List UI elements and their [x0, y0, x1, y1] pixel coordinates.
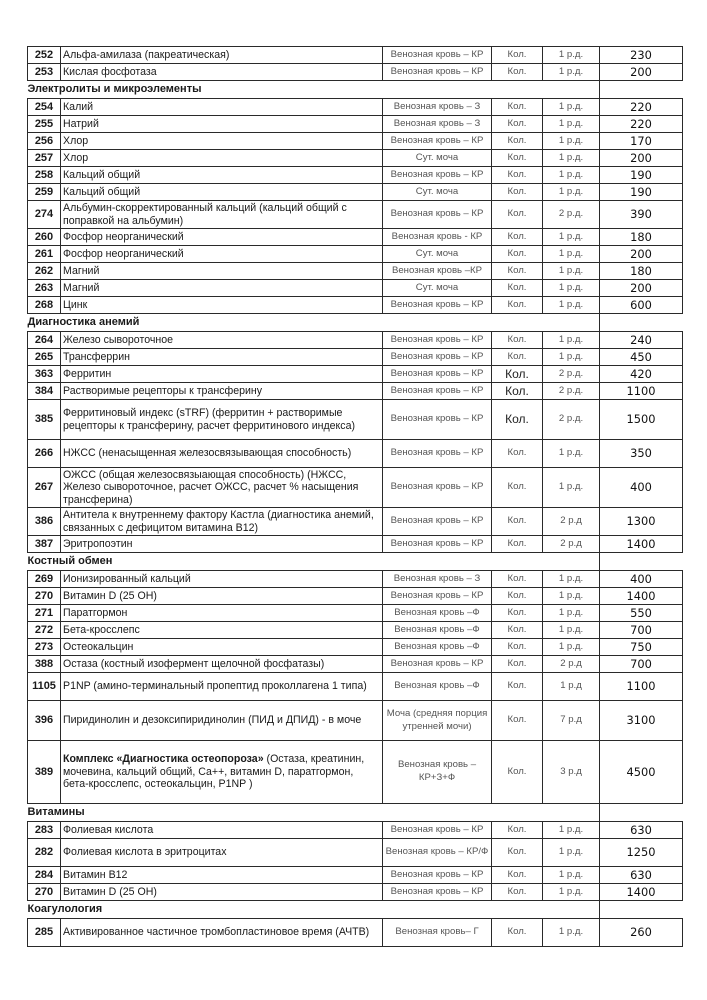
section-header [28, 81, 683, 99]
test-method: Кол. [492, 229, 543, 246]
test-method: Кол. [492, 588, 543, 605]
table-row [28, 639, 683, 656]
test-name: Активированное частичное тромбопластиновое время (АЧТВ) [61, 919, 383, 947]
test-price: 3100 [600, 701, 683, 741]
test-method: Кол. [492, 884, 543, 901]
test-name: Витамин D (25 OH) [61, 884, 383, 901]
test-material: Венозная кровь –Ф [383, 622, 492, 639]
test-code: 259 [28, 184, 61, 201]
test-turnaround: 1 р.д. [543, 884, 600, 901]
test-code: 264 [28, 332, 61, 349]
test-method: Кол. [492, 47, 543, 64]
test-method: Кол. [492, 508, 543, 536]
test-code: 257 [28, 150, 61, 167]
test-price: 1100 [600, 383, 683, 400]
table-row [28, 839, 683, 867]
test-name: Бета-кросслепс [61, 622, 383, 639]
test-method: Кол. [492, 400, 543, 440]
test-material: Сут. моча [383, 246, 492, 263]
test-material: Сут. моча [383, 150, 492, 167]
test-turnaround: 1 р.д. [543, 349, 600, 366]
test-method: Кол. [492, 280, 543, 297]
table-row [28, 133, 683, 150]
table-row [28, 201, 683, 229]
test-material: Венозная кровь – КР [383, 867, 492, 884]
test-code: 265 [28, 349, 61, 366]
test-method: Кол. [492, 349, 543, 366]
test-method: Кол. [492, 116, 543, 133]
test-method: Кол. [492, 741, 543, 804]
table-row [28, 366, 683, 383]
test-name: P1NP (амино-терминальный пропептид проколлагена 1 типа) [61, 673, 383, 701]
table-row [28, 440, 683, 468]
test-material: Венозная кровь - КР [383, 229, 492, 246]
test-method: Кол. [492, 701, 543, 741]
test-price: 350 [600, 440, 683, 468]
test-price: 200 [600, 150, 683, 167]
test-code: 253 [28, 64, 61, 81]
test-turnaround: 2 р.д [543, 656, 600, 673]
test-name: Трансферрин [61, 349, 383, 366]
test-code: 389 [28, 741, 61, 804]
section-title: Электролиты и микроэлементы [28, 81, 600, 99]
table-row [28, 167, 683, 184]
table-row [28, 47, 683, 64]
test-code: 272 [28, 622, 61, 639]
section-price-spacer [600, 901, 683, 919]
test-name: Ферритин [61, 366, 383, 383]
test-name: Магний [61, 263, 383, 280]
test-material: Венозная кровь –Ф [383, 605, 492, 622]
test-price: 1400 [600, 536, 683, 553]
test-material: Венозная кровь – КР [383, 133, 492, 150]
test-turnaround: 1 р.д. [543, 64, 600, 81]
test-method: Кол. [492, 150, 543, 167]
test-code: 388 [28, 656, 61, 673]
table-row [28, 701, 683, 741]
test-name: Антитела к внутреннему фактору Кастла (диагностика анемий, связанных с дефицитом витамина В12) [61, 508, 383, 536]
test-material: Венозная кровь – КР [383, 884, 492, 901]
test-method: Кол. [492, 839, 543, 867]
test-name: Кальций общий [61, 167, 383, 184]
section-price-spacer [600, 804, 683, 822]
test-name: Ионизированный кальций [61, 571, 383, 588]
test-name: Альфа-амилаза (пакреатическая) [61, 47, 383, 64]
table-row [28, 919, 683, 947]
table-row [28, 229, 683, 246]
test-name: Фолиевая кислота в эритроцитах [61, 839, 383, 867]
test-code: 258 [28, 167, 61, 184]
table-row [28, 263, 683, 280]
test-price: 4500 [600, 741, 683, 804]
test-name: Остеокальцин [61, 639, 383, 656]
test-method: Кол. [492, 246, 543, 263]
test-price: 630 [600, 867, 683, 884]
test-material: Венозная кровь – З [383, 99, 492, 116]
test-turnaround: 1 р.д. [543, 867, 600, 884]
test-method: Кол. [492, 440, 543, 468]
test-price: 700 [600, 622, 683, 639]
test-code: 385 [28, 400, 61, 440]
table-row [28, 184, 683, 201]
test-price: 180 [600, 229, 683, 246]
test-material: Венозная кровь – КР [383, 349, 492, 366]
section-price-spacer [600, 553, 683, 571]
test-name: Кислая фосфотаза [61, 64, 383, 81]
table-row [28, 297, 683, 314]
test-code: 274 [28, 201, 61, 229]
test-material: Венозная кровь – КР [383, 366, 492, 383]
section-price-spacer [600, 81, 683, 99]
test-name: НЖСС (ненасыщенная железосвязывающая способность) [61, 440, 383, 468]
test-material: Венозная кровь – КР [383, 297, 492, 314]
test-turnaround: 1 р.д. [543, 297, 600, 314]
test-name: Растворимые рецепторы к трансферину [61, 383, 383, 400]
test-material: Моча (средняя порция утренней мочи) [383, 701, 492, 741]
test-turnaround: 1 р.д. [543, 622, 600, 639]
test-material: Венозная кровь – КР [383, 508, 492, 536]
test-code: 256 [28, 133, 61, 150]
test-name: ОЖСС (общая железосвязыающая способность) (НЖСС, Железо сывороточное, расчет ОЖСС, расчет % насыщения трансферина) [61, 468, 383, 508]
test-material: Венозная кровь – КР [383, 588, 492, 605]
table-row [28, 150, 683, 167]
section-price-spacer [600, 314, 683, 332]
table-row [28, 741, 683, 804]
test-turnaround: 1 р.д. [543, 133, 600, 150]
test-price: 220 [600, 99, 683, 116]
test-name: Кальций общий [61, 184, 383, 201]
test-material: Венозная кровь – КР [383, 383, 492, 400]
test-price: 200 [600, 246, 683, 263]
test-material: Венозная кровь – З [383, 571, 492, 588]
section-title: Диагностика анемий [28, 314, 600, 332]
test-code: 396 [28, 701, 61, 741]
test-name: Калий [61, 99, 383, 116]
table-row [28, 884, 683, 901]
test-method: Кол. [492, 622, 543, 639]
test-method: Кол. [492, 64, 543, 81]
test-price: 1300 [600, 508, 683, 536]
table-row [28, 605, 683, 622]
test-price: 1400 [600, 588, 683, 605]
test-turnaround: 1 р.д. [543, 184, 600, 201]
complex-title: Комплекс «Диагностика остеопороза» [63, 753, 264, 766]
test-method: Кол. [492, 332, 543, 349]
table-row [28, 508, 683, 536]
table-row [28, 536, 683, 553]
table-row [28, 64, 683, 81]
test-code: 268 [28, 297, 61, 314]
test-turnaround: 1 р.д. [543, 588, 600, 605]
test-name: Фолиевая кислота [61, 822, 383, 839]
test-turnaround: 1 р.д. [543, 605, 600, 622]
test-turnaround: 2 р.д [543, 536, 600, 553]
test-material: Венозная кровь – КР [383, 468, 492, 508]
test-name: Ферритиновый индекс (sTRF) (ферритин + растворимые рецепторы к трансферину, расчет ферритинового индекса) [61, 400, 383, 440]
test-code: 269 [28, 571, 61, 588]
test-material: Венозная кровь – КР [383, 167, 492, 184]
test-price: 170 [600, 133, 683, 150]
table-row [28, 656, 683, 673]
test-method: Кол. [492, 639, 543, 656]
test-method: Кол. [492, 656, 543, 673]
test-turnaround: 1 р.д [543, 673, 600, 701]
test-method: Кол. [492, 133, 543, 150]
test-material: Венозная кровь – КР [383, 332, 492, 349]
section-header [28, 314, 683, 332]
test-turnaround: 1 р.д. [543, 99, 600, 116]
test-name: Остаза (костный изофермент щелочной фосфатазы) [61, 656, 383, 673]
test-price: 220 [600, 116, 683, 133]
test-price: 240 [600, 332, 683, 349]
test-material: Венозная кровь– Г [383, 919, 492, 947]
test-material: Венозная кровь – КР+З+Ф [383, 741, 492, 804]
test-price: 420 [600, 366, 683, 383]
test-method: Кол. [492, 263, 543, 280]
test-code: 252 [28, 47, 61, 64]
section-header [28, 901, 683, 919]
test-code: 282 [28, 839, 61, 867]
test-price: 190 [600, 184, 683, 201]
test-name: Пиридинолин и дезоксипиридинолин (ПИД и ДПИД) - в моче [61, 701, 383, 741]
test-code: 363 [28, 366, 61, 383]
test-price: 400 [600, 468, 683, 508]
table-row [28, 280, 683, 297]
test-price: 1250 [600, 839, 683, 867]
table-row [28, 588, 683, 605]
test-price: 700 [600, 656, 683, 673]
test-material: Венозная кровь – КР [383, 400, 492, 440]
test-turnaround: 7 р.д [543, 701, 600, 741]
test-turnaround: 2 р.д [543, 508, 600, 536]
test-method: Кол. [492, 571, 543, 588]
test-name: Паратгормон [61, 605, 383, 622]
test-method: Кол. [492, 297, 543, 314]
test-price: 1100 [600, 673, 683, 701]
test-code: 254 [28, 99, 61, 116]
test-code: 1105 [28, 673, 61, 701]
test-code: 387 [28, 536, 61, 553]
test-method: Кол. [492, 605, 543, 622]
test-code: 260 [28, 229, 61, 246]
test-turnaround: 3 р.д [543, 741, 600, 804]
test-material: Венозная кровь –Ф [383, 673, 492, 701]
table-row [28, 867, 683, 884]
test-price: 190 [600, 167, 683, 184]
test-turnaround: 1 р.д. [543, 332, 600, 349]
test-code: 263 [28, 280, 61, 297]
test-price: 260 [600, 919, 683, 947]
test-code: 285 [28, 919, 61, 947]
test-turnaround: 2 р.д. [543, 400, 600, 440]
test-material: Венозная кровь – КР [383, 656, 492, 673]
price-list-sheet [27, 46, 682, 947]
test-method: Кол. [492, 99, 543, 116]
test-material: Венозная кровь – КР [383, 64, 492, 81]
test-name: Железо сывороточное [61, 332, 383, 349]
test-method: Кол. [492, 919, 543, 947]
test-code: 284 [28, 867, 61, 884]
test-turnaround: 1 р.д. [543, 116, 600, 133]
table-row [28, 116, 683, 133]
test-material: Сут. моча [383, 280, 492, 297]
test-code: 262 [28, 263, 61, 280]
test-turnaround: 1 р.д. [543, 246, 600, 263]
test-name: Натрий [61, 116, 383, 133]
section-title: Костный обмен [28, 553, 600, 571]
test-price: 230 [600, 47, 683, 64]
test-turnaround: 2 р.д. [543, 383, 600, 400]
test-price: 400 [600, 571, 683, 588]
test-material: Венозная кровь –КР [383, 263, 492, 280]
table-row [28, 383, 683, 400]
test-price: 390 [600, 201, 683, 229]
test-material: Венозная кровь – КР [383, 201, 492, 229]
test-name [61, 741, 383, 804]
test-method: Кол. [492, 167, 543, 184]
test-code: 386 [28, 508, 61, 536]
test-material: Сут. моча [383, 184, 492, 201]
test-name: Альбумин-скорректированный кальций (кальций общий с поправкой на альбумин) [61, 201, 383, 229]
test-turnaround: 1 р.д. [543, 167, 600, 184]
test-code: 270 [28, 884, 61, 901]
test-turnaround: 1 р.д. [543, 839, 600, 867]
section-title: Коагулология [28, 901, 600, 919]
test-name: Витамин D (25 OH) [61, 588, 383, 605]
test-name: Фосфор неорганический [61, 229, 383, 246]
test-price: 450 [600, 349, 683, 366]
test-method: Кол. [492, 673, 543, 701]
test-name: Цинк [61, 297, 383, 314]
test-material: Венозная кровь –Ф [383, 639, 492, 656]
table-row [28, 571, 683, 588]
table-row [28, 246, 683, 263]
test-method: Кол. [492, 867, 543, 884]
section-header [28, 804, 683, 822]
test-material: Венозная кровь – КР [383, 536, 492, 553]
test-code: 384 [28, 383, 61, 400]
price-table [27, 46, 683, 947]
test-method: Кол. [492, 184, 543, 201]
test-turnaround: 1 р.д. [543, 263, 600, 280]
test-name: Витамин В12 [61, 867, 383, 884]
table-row [28, 822, 683, 839]
test-turnaround: 1 р.д. [543, 280, 600, 297]
test-method: Кол. [492, 822, 543, 839]
test-code: 270 [28, 588, 61, 605]
test-method: Кол. [492, 366, 543, 383]
test-name: Хлор [61, 133, 383, 150]
test-name: Фосфор неорганический [61, 246, 383, 263]
test-turnaround: 1 р.д. [543, 639, 600, 656]
test-price: 1500 [600, 400, 683, 440]
test-code: 273 [28, 639, 61, 656]
test-turnaround: 1 р.д. [543, 229, 600, 246]
test-name: Эритропоэтин [61, 536, 383, 553]
test-turnaround: 1 р.д. [543, 47, 600, 64]
test-turnaround: 1 р.д. [543, 440, 600, 468]
test-turnaround: 1 р.д. [543, 150, 600, 167]
test-material: Венозная кровь – КР [383, 822, 492, 839]
table-row [28, 468, 683, 508]
section-title: Витамины [28, 804, 600, 822]
table-row [28, 332, 683, 349]
test-turnaround: 1 р.д. [543, 571, 600, 588]
test-code: 261 [28, 246, 61, 263]
test-turnaround: 1 р.д. [543, 468, 600, 508]
test-price: 200 [600, 64, 683, 81]
test-material: Венозная кровь – КР/Ф [383, 839, 492, 867]
table-row [28, 99, 683, 116]
test-price: 200 [600, 280, 683, 297]
test-price: 750 [600, 639, 683, 656]
test-code: 266 [28, 440, 61, 468]
test-code: 271 [28, 605, 61, 622]
complex-contents: (Остаза, креатинин, мочевина, кальций общий, Са++, витамин D, паратгормон, бета-кросслепс, остеокальцин, P1NP ) [63, 753, 365, 791]
test-method: Кол. [492, 468, 543, 508]
test-method: Кол. [492, 201, 543, 229]
test-code: 267 [28, 468, 61, 508]
test-code: 255 [28, 116, 61, 133]
test-material: Венозная кровь – З [383, 116, 492, 133]
table-row [28, 622, 683, 639]
test-price: 1400 [600, 884, 683, 901]
table-row [28, 400, 683, 440]
test-name: Магний [61, 280, 383, 297]
table-row [28, 349, 683, 366]
test-name: Хлор [61, 150, 383, 167]
test-method: Кол. [492, 536, 543, 553]
test-turnaround: 2 р.д. [543, 201, 600, 229]
test-method: Кол. [492, 383, 543, 400]
test-code: 283 [28, 822, 61, 839]
test-price: 600 [600, 297, 683, 314]
test-price: 630 [600, 822, 683, 839]
test-material: Венозная кровь – КР [383, 440, 492, 468]
test-price: 180 [600, 263, 683, 280]
test-price: 550 [600, 605, 683, 622]
test-turnaround: 1 р.д. [543, 919, 600, 947]
table-row [28, 673, 683, 701]
section-header [28, 553, 683, 571]
test-turnaround: 1 р.д. [543, 822, 600, 839]
test-turnaround: 2 р.д. [543, 366, 600, 383]
test-material: Венозная кровь – КР [383, 47, 492, 64]
